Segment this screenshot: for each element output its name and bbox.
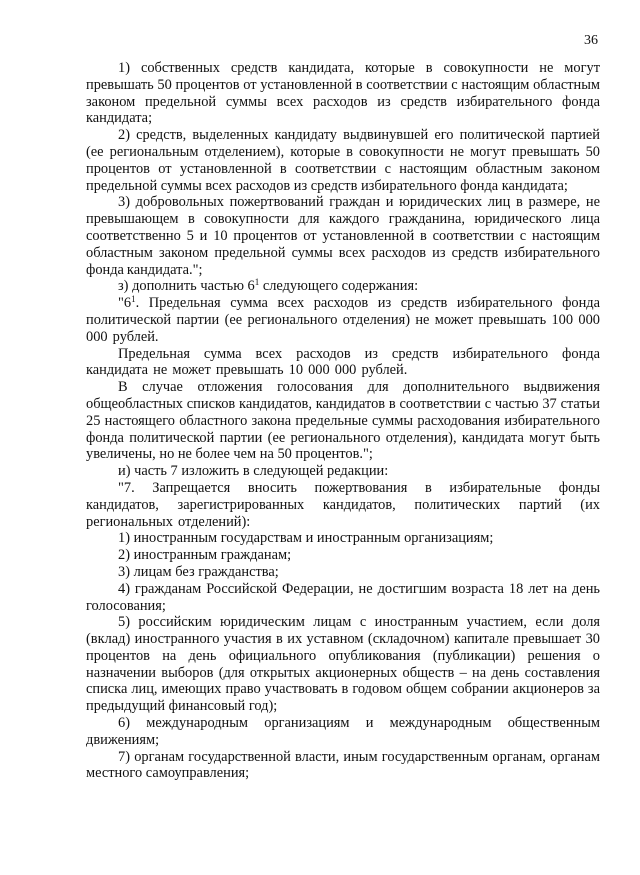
list-item-4: 4) гражданам Российской Федерации, не достигшим возраста 18 лет на день голосования;	[86, 580, 600, 614]
list-item-3: 3) лицам без гражданства;	[118, 563, 279, 580]
list-item-5: 5) российским юридическим лицам с иностранным участием, если доля (вклад) иностранного участия в их уставном (складочном) капитале превышает 30 процентов на день официального опубликования (публикации) решения о назначении выборов (для открытых акционерных обществ – на день составления списка лиц, имеющих право участвовать в годовом общем собрании акционеров за предыдущий финансовый год);	[86, 614, 600, 715]
paragraph-part-6-1	[86, 295, 600, 345]
paragraph-postponement: В случае отложения голосования для дополнительного выдвижения общеобластных списков кандидатов, кандидатов в соответствии с частью 37 статьи 25 настоящего областного закона предельные суммы расходования избирательного фонда политической партии (ее регионального отделения), кандидата могут быть увеличены, но не более чем на 50 процентов.";	[86, 379, 600, 463]
list-item-1: 1) иностранным государствам и иностранным организациям;	[118, 530, 494, 547]
list-item-2: 2) иностранным гражданам;	[118, 547, 292, 564]
document-body	[86, 60, 600, 782]
superscript-index: 1	[254, 277, 260, 288]
list-item-6: 6) международным организациям и международным общественным движениям;	[86, 715, 600, 748]
paragraph-part-7: "7. Запрещается вносить пожертвования в избирательные фонды кандидатов, зарегистрированных кандидатов, политических партий (их региональных отделений):	[86, 479, 600, 530]
paragraph-candidate-limit: Предельная сумма всех расходов из средств избирательного фонда кандидата не может превышать 10 000 000 рублей.	[86, 345, 600, 379]
paragraph-part-6-1-lead: "6	[118, 295, 132, 312]
list-item-7: 7) органам государственной власти, иным государственным органам, органам местного самоуправления;	[86, 748, 600, 782]
paragraph-amendment-z	[86, 278, 600, 295]
paragraph-item-2: 2) средств, выделенных кандидату выдвинувшей его политической партией (ее региональным отделением), которые в совокупности не могут превышать 50 процентов от установленной в соответствии с настоящим областным законом предельной суммы всех расходов из средств избирательного фонда кандидата;	[86, 127, 600, 194]
paragraph-item-3: 3) добровольных пожертвований граждан и юридических лиц в размере, не превышающем в совокупности для каждого гражданина, юридического лица соответственно 5 и 10 процентов от установленной в соответствии с настоящим областным законом предельной суммы всех расходов из средств избирательного фонда кандидата.";	[86, 194, 600, 278]
paragraph-part-6-1-text: . Предельная сумма всех расходов из средств избирательного фонда политической партии (ее регионального отделения) не может превышать 100 000 000 рублей.	[86, 295, 600, 345]
superscript-index: 1	[131, 294, 136, 305]
paragraph-amendment-i: и) часть 7 изложить в следующей редакции:	[118, 463, 389, 480]
paragraph-item-1: 1) собственных средств кандидата, которые в совокупности не могут превышать 50 процентов от установленной в соответствии с настоящим областным законом предельной суммы всех расходов из средств избирательного фонда кандидата;	[86, 60, 600, 127]
page-number: 36	[584, 33, 598, 48]
paragraph-amendment-z-text: з) дополнить частью 6	[118, 278, 255, 295]
paragraph-amendment-z-tail: следующего содержания:	[259, 278, 419, 295]
